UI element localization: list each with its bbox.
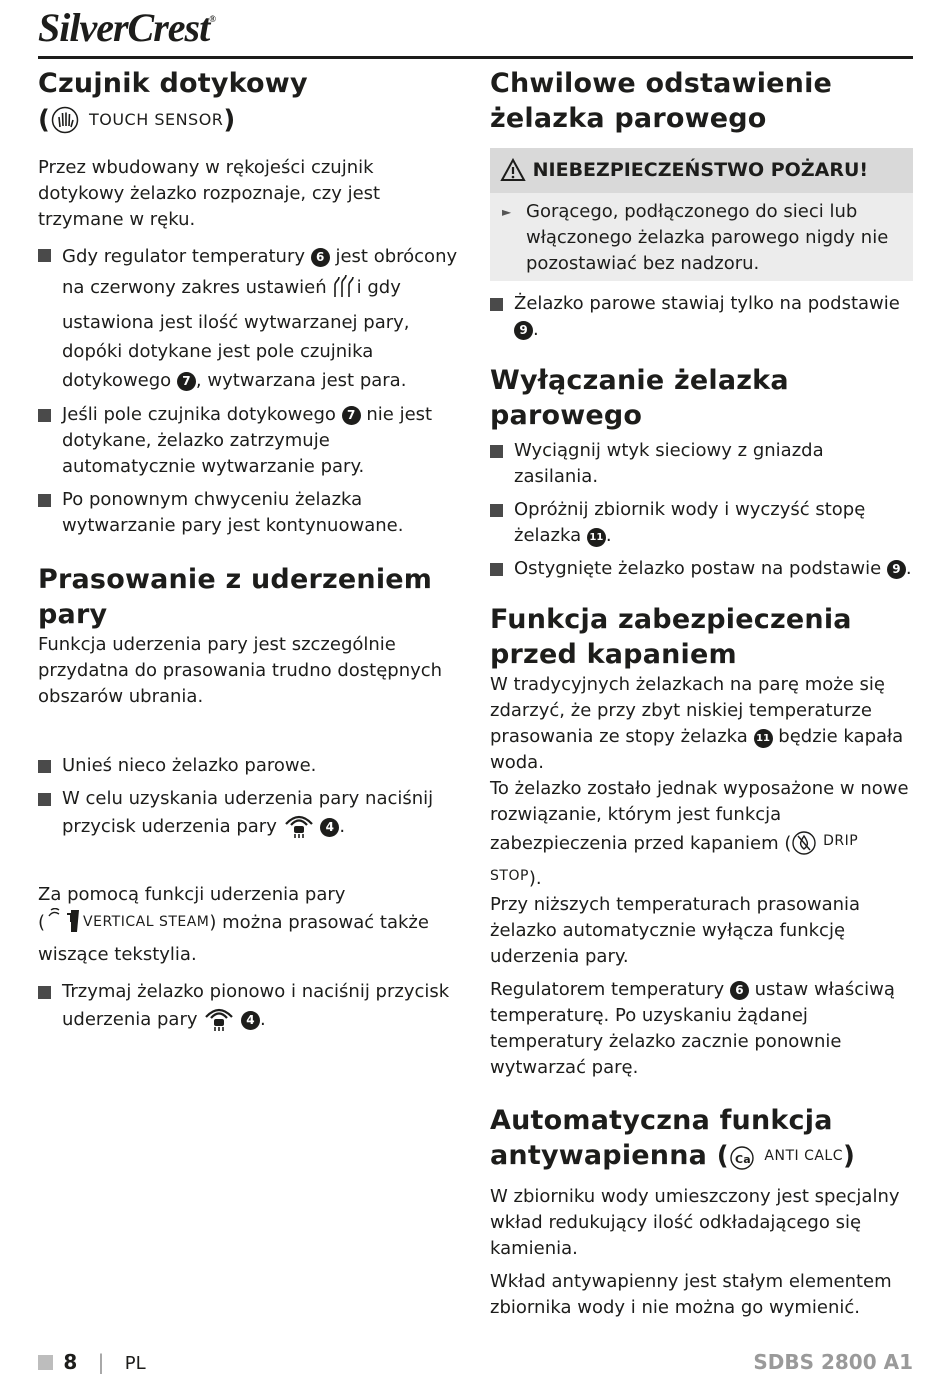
list-item: Jeśli pole czujnika dotykowego 7 nie jest dotykane, żelazko zatrzymuje automatycznie wytwarzanie pary. bbox=[38, 402, 458, 480]
list-item: Trzymaj żelazko pionowo i naciśnij przycisk uderzenia pary 4 . bbox=[38, 979, 458, 1039]
list-item: Po ponownym chwyceniu żelazka wytwarzanie pary jest kontynuowane. bbox=[38, 487, 458, 539]
heading-drip-stop: Funkcja zabezpieczenia przed kapaniem bbox=[490, 604, 852, 670]
list bbox=[38, 753, 458, 846]
paragraph: Za pomocą funkcji uderzenia pary bbox=[38, 884, 346, 905]
paragraph: W zbiorniku wody umieszczony jest specjalny wkład redukujący ilość odkładającego się kamienia. bbox=[490, 1186, 900, 1259]
number-badge: 4 bbox=[241, 1011, 260, 1030]
number-badge: 4 bbox=[320, 818, 339, 837]
list-item: Opróżnij zbiornik wody i wyczyść stopę żelazka 11 . bbox=[490, 497, 913, 549]
brand-logo: SilverCrest® bbox=[38, 5, 215, 50]
hand-icon bbox=[50, 106, 80, 141]
header-rule bbox=[38, 56, 913, 59]
drip-stop-label: DRIP STOP bbox=[490, 833, 859, 884]
list-item: Ostygnięte żelazko postaw na podstawie 9 . bbox=[490, 556, 913, 582]
warning-text: ► Gorącego, podłączonego do sieci lub włączonego żelazka parowego nigdy nie pozostawiać bez nadzoru. bbox=[500, 199, 903, 277]
page-number: 8 bbox=[63, 1350, 78, 1374]
paragraph: Przez wbudowany w rękojeści czujnik dotykowy żelazko rozpoznaje, czy jest trzymane w ręku. bbox=[38, 157, 381, 230]
paragraph: To żelazko zostało jednak wyposażone w nowe rozwiązanie, którym jest funkcja zabezpieczenia przed kapaniem ( $^{DRIP STOP}$). bbox=[490, 778, 909, 889]
steam-range-icon bbox=[327, 271, 357, 308]
language-code: PL bbox=[124, 1353, 146, 1374]
heading-switch-off: Wyłączanie żelazka parowego bbox=[490, 365, 789, 431]
paragraph: ( VERTICAL STEAM) można prasować także wiszące tekstylia. bbox=[38, 908, 458, 968]
number-badge: 11 bbox=[587, 528, 606, 547]
warning-title: NIEBEZPIECZEŃSTWO POŻARU! bbox=[532, 159, 869, 181]
vertical-steam-icon bbox=[45, 908, 83, 942]
heading-steam-burst: Prasowanie z uderzeniem pary bbox=[38, 564, 433, 630]
number-badge: 7 bbox=[177, 372, 196, 391]
paragraph: Regulatorem temperatury 6 ustaw właściwą temperaturę. Po uzyskaniu żądanej temperatury żelazko zacznie ponownie wytwarzać parę. bbox=[490, 979, 895, 1078]
number-badge: 6 bbox=[730, 981, 749, 1000]
number-badge: 9 bbox=[887, 560, 906, 579]
heading-touch-sensor: Czujnik dotykowy bbox=[38, 68, 308, 99]
list-item: Gdy regulator temperatury 6 jest obrócony na czerwony zakres ustawień i gdy ustawiona jest ilość wytwarzanej pary, dopóki dotykane jest pole czujnika dotykowego 7 , wytwarzana jest para. bbox=[38, 242, 458, 395]
footer-square bbox=[38, 1355, 53, 1370]
heading-temporary-park: Chwilowe odstawienie żelazka parowego bbox=[490, 68, 833, 134]
footer-left: 8 | PL bbox=[38, 1350, 146, 1374]
paragraph: Wkład antywapienny jest stałym elementem zbiornika wody i nie można go wymienić. bbox=[490, 1271, 892, 1318]
steam-burst-icon bbox=[283, 812, 315, 846]
svg-text:Ca: Ca bbox=[734, 1153, 751, 1166]
warning-box bbox=[490, 148, 913, 281]
anti-calc-icon bbox=[729, 1144, 755, 1179]
drip-stop-icon bbox=[791, 831, 817, 863]
list bbox=[38, 979, 458, 1039]
number-badge: 9 bbox=[514, 321, 533, 340]
model-number: SDBS 2800 A1 bbox=[753, 1350, 913, 1374]
list bbox=[38, 242, 458, 539]
number-badge: 7 bbox=[342, 406, 361, 425]
right-column bbox=[490, 66, 913, 1321]
list-item: Wyciągnij wtyk sieciowy z gniazda zasilania. bbox=[490, 438, 913, 490]
warning-icon bbox=[500, 158, 526, 188]
vertical-steam-label: VERTICAL STEAM bbox=[83, 914, 210, 930]
left-column: Czujnik dotykowy ( TOUCH SENSOR) Przez wbudowany w rękojeści czujnik dotykowy żelazko rozpoznaje, czy jest trzymane w ręku. Gdy regulator temperatury 6 jest obrócony na czerwony zakres ustawień i gdy ustawiona jest ilość wytwarzanej pary, dopóki dotykane jest pole czujnika dotykowego 7 , wytwarzana jest para. Jeśli pole czujnika dotykowego 7 nie jest dotykane, żelazko zatrzymuje automatycznie wytwarzanie pary. Po ponownym chwyceniu żelazka wytwarzanie pary jest kontynuowane. Prasowanie z uderzeniem pary Funkcja uderzenia pary jest szczególnie przydatna do prasowania trudno dostępnych obszarów ubrania. Unieś nieco żelazko parowe. W celu uzyskania uderzenia pary naciśnij przycisk uderzenia pary 4 . Za pomocą funkcji uderzenia pary ( VERTICAL STEAM) można prasować także wiszące tekstylia. Trzymaj żelazko pionowo i naciśnij przycisk uderzenia pary 4 . bbox=[38, 66, 458, 1039]
list-item: Unieś nieco żelazko parowe. bbox=[38, 753, 458, 779]
paragraph: W tradycyjnych żelazkach na parę może się zdarzyć, że przy zbyt niskiej temperaturze prasowania ze stopy żelazka 11 będzie kapała woda. bbox=[490, 674, 904, 773]
list bbox=[490, 438, 913, 582]
list bbox=[490, 291, 913, 343]
list-item: W celu uzyskania uderzenia pary naciśnij przycisk uderzenia pary 4 . bbox=[38, 786, 458, 846]
list-item: Żelazko parowe stawiaj tylko na podstawie 9 . bbox=[490, 291, 913, 343]
paragraph: Przy niższych temperaturach prasowania żelazko automatycznie wyłącza funkcję uderzenia pary. bbox=[490, 894, 861, 967]
heading-anti-calc: Automatyczna funkcja antywapienna ( Ca ANTI CALC) bbox=[490, 1103, 913, 1179]
paragraph: Funkcja uderzenia pary jest szczególnie przydatna do prasowania trudno dostępnych obszarów ubrania. bbox=[38, 634, 443, 707]
anti-calc-label: ANTI CALC bbox=[764, 1148, 843, 1164]
number-badge: 6 bbox=[311, 248, 330, 267]
number-badge: 11 bbox=[754, 729, 773, 748]
steam-burst-icon bbox=[203, 1005, 235, 1039]
touch-sensor-label: TOUCH SENSOR bbox=[88, 110, 224, 129]
